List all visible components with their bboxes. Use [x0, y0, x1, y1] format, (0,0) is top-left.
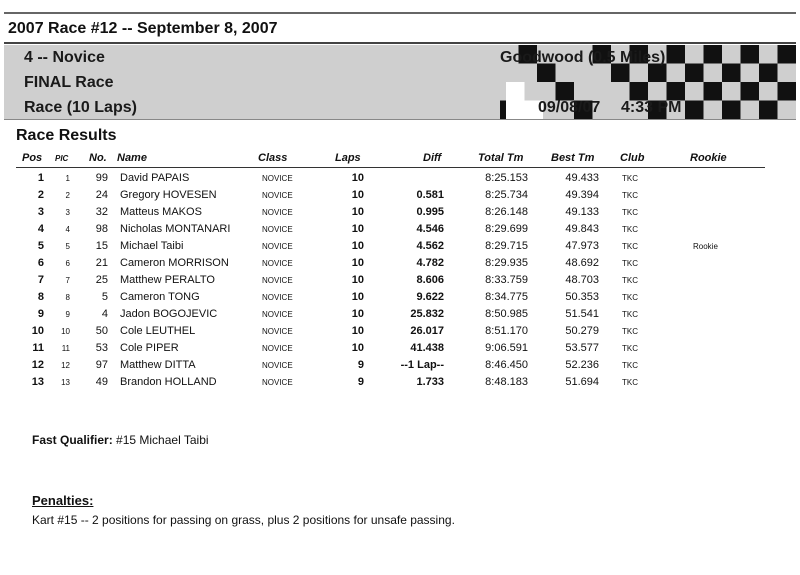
- cell-pic: 2: [65, 191, 70, 200]
- fast-qualifier-value: #15 Michael Taibi: [116, 433, 209, 447]
- cell-best-time: 50.353: [565, 291, 599, 303]
- cell-laps: 10: [351, 308, 364, 320]
- cell-total-time: 8:33.759: [485, 274, 528, 286]
- cell-class: NOVICE: [262, 378, 293, 387]
- cell-driver-name: Jadon BOGOJEVIC: [120, 308, 218, 320]
- cell-class: NOVICE: [262, 208, 293, 217]
- col-best: Best Tm: [551, 152, 595, 164]
- cell-position: 5: [37, 240, 44, 252]
- cell-club: TKC: [622, 208, 638, 217]
- race-time: 4:33 PM: [621, 99, 682, 116]
- table-row: [0, 340, 800, 357]
- cell-laps: 10: [351, 291, 364, 303]
- cell-pic: 9: [65, 310, 70, 319]
- track-label: Goodwood (0.5 Miles): [500, 49, 666, 66]
- cell-diff: --1 Lap--: [400, 359, 444, 371]
- cell-kart-number: 15: [95, 240, 108, 252]
- cell-laps: 10: [351, 240, 364, 252]
- cell-kart-number: 53: [95, 342, 108, 354]
- cell-club: TKC: [622, 259, 638, 268]
- cell-position: 13: [31, 376, 44, 388]
- table-row: [0, 187, 800, 204]
- col-diff: Diff: [423, 152, 442, 164]
- race-type-label: FINAL Race: [24, 74, 114, 91]
- col-pic: PIC: [55, 154, 69, 163]
- page-title: 2007 Race #12 -- September 8, 2007: [8, 20, 278, 37]
- table-row: [0, 323, 800, 340]
- cell-best-time: 47.973: [565, 240, 599, 252]
- cell-best-time: 51.694: [565, 376, 599, 388]
- col-name: Name: [117, 152, 147, 164]
- cell-club: TKC: [622, 276, 638, 285]
- cell-total-time: 8:29.715: [485, 240, 528, 252]
- cell-kart-number: 50: [95, 325, 108, 337]
- cell-kart-number: 4: [101, 308, 108, 320]
- cell-best-time: 48.703: [565, 274, 599, 286]
- table-row: [0, 204, 800, 221]
- cell-diff: 4.782: [416, 257, 444, 269]
- cell-best-time: 49.843: [565, 223, 599, 235]
- laps-label: Race (10 Laps): [24, 99, 137, 116]
- band-rule: [4, 119, 796, 120]
- col-class: Class: [258, 152, 288, 164]
- cell-pic: 7: [65, 276, 70, 285]
- cell-total-time: 8:29.699: [485, 223, 528, 235]
- cell-diff: 0.581: [416, 189, 444, 201]
- cell-class: NOVICE: [262, 327, 293, 336]
- cell-diff: 41.438: [410, 342, 444, 354]
- cell-diff: 4.546: [416, 223, 444, 235]
- cell-kart-number: 98: [95, 223, 108, 235]
- cell-kart-number: 25: [95, 274, 108, 286]
- cell-diff: 0.995: [416, 206, 444, 218]
- class-label: 4 -- Novice: [24, 49, 105, 66]
- cell-class: NOVICE: [262, 361, 293, 370]
- cell-position: 3: [37, 206, 44, 218]
- cell-laps: 10: [351, 172, 364, 184]
- cell-diff: 1.733: [416, 376, 444, 388]
- fast-qualifier-label: Fast Qualifier:: [32, 433, 113, 447]
- col-laps: Laps: [335, 152, 361, 164]
- cell-laps: 10: [351, 342, 364, 354]
- cell-best-time: 52.236: [565, 359, 599, 371]
- cell-total-time: 9:06.591: [485, 342, 528, 354]
- cell-pic: 5: [65, 242, 70, 251]
- cell-total-time: 8:51.170: [485, 325, 528, 337]
- cell-total-time: 8:46.450: [485, 359, 528, 371]
- col-total: Total Tm: [478, 152, 524, 164]
- table-row: [0, 374, 800, 391]
- cell-best-time: 48.692: [565, 257, 599, 269]
- cell-kart-number: 21: [95, 257, 108, 269]
- table-row: [0, 306, 800, 323]
- cell-best-time: 50.279: [565, 325, 599, 337]
- cell-class: NOVICE: [262, 310, 293, 319]
- cell-best-time: 49.394: [565, 189, 599, 201]
- cell-position: 11: [32, 342, 44, 354]
- cell-driver-name: Cole LEUTHEL: [120, 325, 196, 337]
- cell-position: 8: [37, 291, 44, 303]
- cell-class: NOVICE: [262, 293, 293, 302]
- cell-driver-name: Cameron MORRISON: [120, 257, 229, 269]
- cell-driver-name: David PAPAIS: [120, 172, 190, 184]
- cell-driver-name: Cameron TONG: [120, 291, 200, 303]
- cell-position: 2: [37, 189, 44, 201]
- cell-driver-name: Cole PIPER: [120, 342, 179, 354]
- cell-laps: 9: [357, 359, 364, 371]
- col-pos: Pos: [22, 152, 43, 164]
- cell-club: TKC: [622, 344, 638, 353]
- cell-driver-name: Nicholas MONTANARI: [120, 223, 231, 235]
- cell-club: TKC: [622, 361, 638, 370]
- cell-class: NOVICE: [262, 259, 293, 268]
- cell-best-time: 49.133: [565, 206, 599, 218]
- cell-diff: 4.562: [416, 240, 444, 252]
- table-row: [0, 255, 800, 272]
- table-row: [0, 221, 800, 238]
- cell-driver-name: Brandon HOLLAND: [120, 376, 217, 388]
- col-club: Club: [620, 152, 645, 164]
- cell-class: NOVICE: [262, 174, 293, 183]
- cell-laps: 10: [351, 325, 364, 337]
- race-date: 09/08/07: [538, 99, 601, 116]
- cell-position: 6: [37, 257, 44, 269]
- col-no: No.: [89, 152, 107, 164]
- cell-pic: 1: [65, 174, 70, 183]
- header-rule: [16, 167, 765, 168]
- penalties-title: Penalties:: [32, 493, 94, 508]
- cell-laps: 10: [351, 206, 364, 218]
- cell-class: NOVICE: [262, 242, 293, 251]
- section-title: Race Results: [16, 127, 117, 144]
- top-rule: [4, 12, 796, 14]
- cell-club: TKC: [622, 242, 638, 251]
- fast-qualifier: [32, 433, 209, 447]
- cell-total-time: 8:25.153: [485, 172, 528, 184]
- cell-total-time: 8:29.935: [485, 257, 528, 269]
- cell-pic: 8: [65, 293, 70, 302]
- cell-position: 1: [37, 172, 44, 184]
- table-row: [0, 289, 800, 306]
- title-rule: [4, 42, 796, 44]
- cell-kart-number: 24: [95, 189, 108, 201]
- cell-driver-name: Gregory HOVESEN: [120, 189, 217, 201]
- cell-rookie: Rookie: [693, 242, 718, 251]
- cell-pic: 13: [61, 378, 70, 387]
- cell-kart-number: 99: [95, 172, 108, 184]
- cell-kart-number: 97: [95, 359, 108, 371]
- cell-laps: 10: [351, 274, 364, 286]
- cell-position: 7: [37, 274, 44, 286]
- cell-diff: 9.622: [416, 291, 444, 303]
- cell-pic: 10: [61, 327, 70, 336]
- cell-total-time: 8:48.183: [485, 376, 528, 388]
- cell-class: NOVICE: [262, 225, 293, 234]
- cell-club: TKC: [622, 225, 638, 234]
- table-row: [0, 238, 800, 255]
- table-row: [0, 357, 800, 374]
- cell-class: NOVICE: [262, 344, 293, 353]
- cell-driver-name: Michael Taibi: [120, 240, 184, 252]
- cell-laps: 9: [357, 376, 364, 388]
- cell-position: 9: [37, 308, 44, 320]
- cell-pic: 12: [61, 361, 70, 370]
- cell-best-time: 53.577: [565, 342, 599, 354]
- cell-total-time: 8:25.734: [485, 189, 528, 201]
- cell-kart-number: 5: [101, 291, 108, 303]
- cell-driver-name: Matthew DITTA: [120, 359, 196, 371]
- cell-total-time: 8:34.775: [485, 291, 528, 303]
- cell-total-time: 8:26.148: [485, 206, 528, 218]
- cell-club: TKC: [622, 191, 638, 200]
- table-row: [0, 170, 800, 187]
- cell-diff: 26.017: [410, 325, 444, 337]
- cell-best-time: 51.541: [565, 308, 599, 320]
- cell-laps: 10: [351, 189, 364, 201]
- cell-pic: 6: [65, 259, 70, 268]
- cell-club: TKC: [622, 293, 638, 302]
- cell-driver-name: Matteus MAKOS: [120, 206, 202, 218]
- cell-position: 12: [31, 359, 44, 371]
- col-rookie: Rookie: [690, 152, 727, 164]
- cell-pic: 3: [65, 208, 70, 217]
- cell-laps: 10: [351, 257, 364, 269]
- cell-club: TKC: [622, 327, 638, 336]
- penalties-text: Kart #15 -- 2 positions for passing on grass, plus 2 positions for unsafe passing.: [32, 513, 455, 527]
- table-row: [0, 272, 800, 289]
- cell-kart-number: 49: [95, 376, 108, 388]
- cell-class: NOVICE: [262, 191, 293, 200]
- cell-kart-number: 32: [95, 206, 108, 218]
- cell-total-time: 8:50.985: [485, 308, 528, 320]
- cell-club: TKC: [622, 378, 638, 387]
- cell-pic: 4: [65, 225, 70, 234]
- cell-position: 4: [37, 223, 44, 235]
- cell-class: NOVICE: [262, 276, 293, 285]
- cell-pic: 11: [61, 344, 70, 353]
- cell-laps: 10: [351, 223, 364, 235]
- cell-position: 10: [31, 325, 44, 337]
- cell-club: TKC: [622, 174, 638, 183]
- cell-club: TKC: [622, 310, 638, 319]
- cell-diff: 25.832: [410, 308, 444, 320]
- cell-diff: 8.606: [416, 274, 444, 286]
- cell-driver-name: Matthew PERALTO: [120, 274, 215, 286]
- cell-best-time: 49.433: [565, 172, 599, 184]
